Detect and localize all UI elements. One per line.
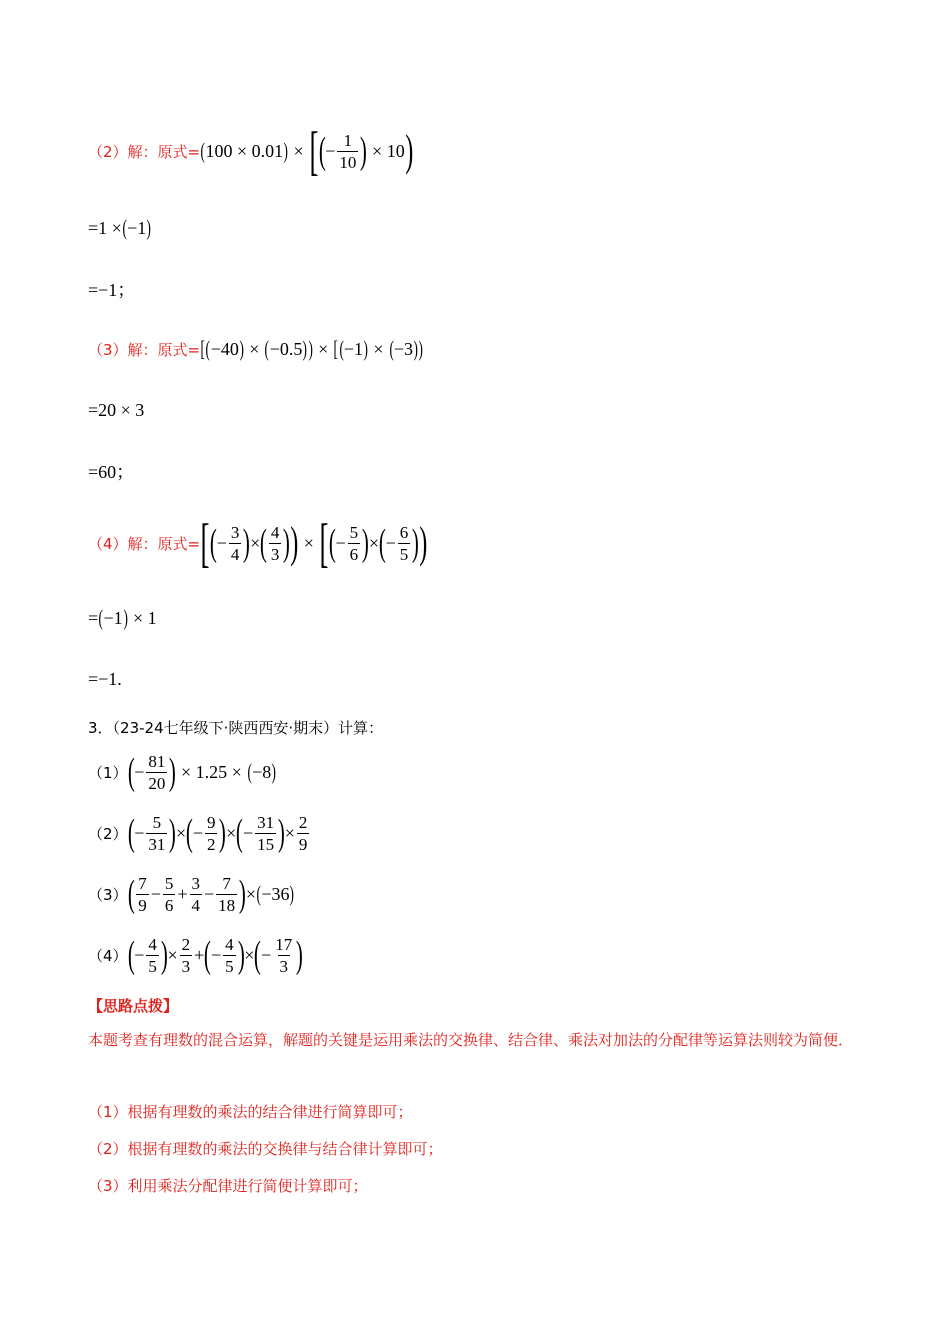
question-3-title: 3．（23-24七年级下·陕西西安·期末）计算： <box>88 718 384 737</box>
solution-2-step-2: =−1； <box>88 280 136 300</box>
fraction: $\frac{9}{2}$ <box>206 812 216 854</box>
hint-item-3: （3）利用乘法分配律进行简便计算即可； <box>88 1177 368 1195</box>
fraction: $\frac{3}{4}$ <box>230 522 240 564</box>
fraction: $\frac{7}{18}$ <box>218 873 236 915</box>
solution-4-step-2: =−1. <box>88 668 122 689</box>
fraction: $\frac{4}{3}$ <box>270 522 280 564</box>
question-3-part-1: （1） ( − $\frac{81}{20}$ ) × 1.25 × ( −8 ) <box>88 751 277 793</box>
solution-2-step-1: =1 × ( −1 ) <box>88 215 152 240</box>
fraction: $\frac{4}{5}$ <box>225 934 234 976</box>
solution-2-expression: ( 100 × 0.01 ) × [ ( − $\frac{1}{10}$ ) × 10 ) <box>200 121 414 181</box>
solution-3-step-1: =20 × 3 <box>88 399 145 420</box>
fraction: $\frac{81}{20}$ <box>148 751 166 793</box>
solution-3-line <box>88 334 424 364</box>
fraction: $\frac{5}{6}$ <box>164 873 174 915</box>
solution-3-expression: [ ( −40 ) × ( −0.5 ) ) × [ ( −1 ) × ( −3 ) ) <box>200 336 424 361</box>
fraction: $\frac{17}{3}$ <box>275 934 293 976</box>
fraction: $\frac{1}{10}$ <box>339 130 357 172</box>
fraction: $\frac{2}{3}$ <box>181 934 191 976</box>
hint-body: 本题考查有理数的混合运算，解题的关键是运用乘法的交换律、结合律、乘法对加法的分配律等运算法则较为简便． <box>88 1031 854 1049</box>
hint-item-1: （1）根据有理数的乘法的结合律进行简算即可； <box>88 1103 413 1121</box>
question-3-part-4: （4） ( − $\frac{4}{5}$ ) × $\frac{2}{3}$ + ( − $\frac{4}{5}$ ) × ( − $\frac{17}{3}$ ) <box>88 934 304 976</box>
solution-4-step-1: = ( −1 ) × 1 <box>88 605 157 630</box>
fraction: $\frac{4}{5}$ <box>148 934 157 976</box>
fraction: $\frac{3}{4}$ <box>191 873 201 915</box>
solution-3-label: （3）解：原式= <box>88 340 201 359</box>
hint-heading: 【思路点拨】 <box>88 997 179 1015</box>
solution-2-line <box>88 121 414 181</box>
fraction: $\frac{5}{31}$ <box>148 812 166 854</box>
fraction: $\frac{7}{9}$ <box>138 873 147 915</box>
solution-4-label: （4）解：原式= <box>88 534 201 553</box>
solution-3-step-2: =60； <box>88 462 135 482</box>
hint-item-2: （2）根据有理数的乘法的交换律与结合律计算即可； <box>88 1140 443 1158</box>
question-3-part-3: （3） ( $\frac{7}{9}$ − $\frac{5}{6}$ + $\frac{3}{4}$ − $\frac{7}{18}$ ) × ( −36 ) <box>88 873 295 915</box>
solution-4-expression: [ ( − $\frac{3}{4}$ ) × ( $\frac{4}{3}$ ) ) × [ ( − $\frac{5}{6}$ ) × ( − $\frac{6}{5}$ ) ) <box>200 513 428 573</box>
fraction: $\frac{6}{5}$ <box>399 522 409 564</box>
fraction: $\frac{31}{15}$ <box>257 812 275 854</box>
fraction: $\frac{2}{9}$ <box>298 812 308 854</box>
solution-4-line <box>88 513 428 573</box>
question-3-part-2: （2） ( − $\frac{5}{31}$ ) × ( − $\frac{9}{2}$ ) × ( − $\frac{31}{15}$ ) × $\frac{2}{9}$ <box>88 812 308 854</box>
fraction: $\frac{5}{6}$ <box>349 522 359 564</box>
solution-2-label: （2）解：原式= <box>88 142 201 161</box>
